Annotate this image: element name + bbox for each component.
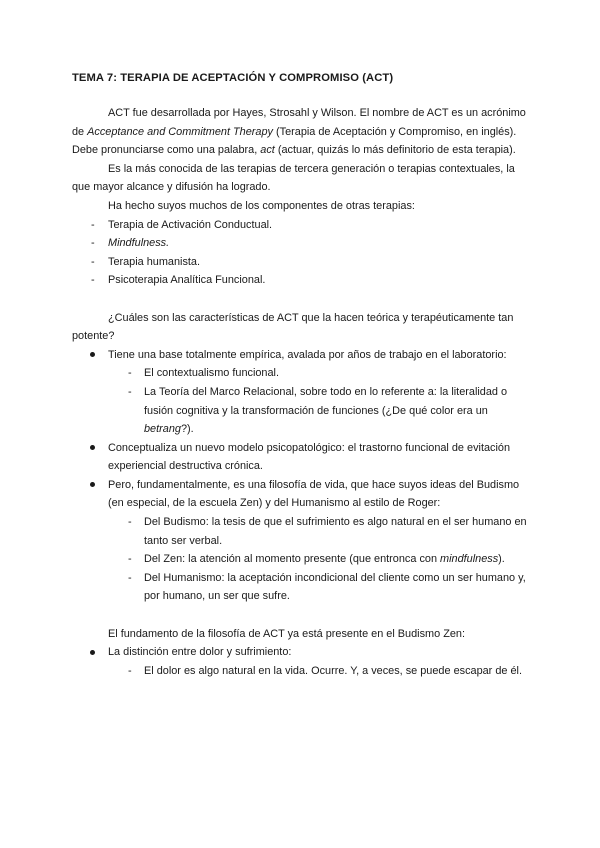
sub-item-text: Del Zen: la atención al momento presente (que entronca con — [144, 553, 441, 566]
spacer — [72, 290, 532, 309]
sub-list-item — [108, 550, 532, 569]
intro-text-act: act — [260, 144, 275, 157]
bullet-text: Conceptualiza un nuevo modelo psicopatológico: el trastorno funcional de evitación experiencial destructiva crónica. — [108, 441, 511, 473]
list-item — [72, 346, 532, 439]
sub-item-text-end: ?). — [180, 423, 194, 436]
sub-list-item: - El contextualismo funcional. — [108, 364, 532, 383]
sub-item-text: La Teoría del Marco Relacional, sobre todo en lo referente a: la literalidad o fusión cognitiva y la transformación de funciones (¿De qué color era un — [144, 385, 508, 417]
sub-item-italic: betrang — [144, 423, 181, 436]
intro-text-acronym: Acceptance and Commitment Therapy — [87, 125, 273, 138]
intro-text-1: ACT fue desarrollada por Hayes, Strosahl y Wilson. El nombre de ACT es un acrónimo de — [72, 107, 526, 138]
spacer — [72, 606, 532, 625]
paragraph-components: Ha hecho suyos muchos de los componentes de otras terapias: — [108, 199, 415, 212]
intro-text-2: (Terapia de Aceptación y Compromiso, en inglés). Debe pronunciarse como una palabra, — [72, 125, 517, 157]
sub-list — [108, 364, 532, 438]
intro-text-3: (actuar, quizás lo más definitorio de esta terapia). — [274, 144, 516, 157]
paragraph-generation: Es la más conocida de las terapias de tercera generación o terapias contextuales, la que mayor alcance y difusión ha logrado. — [72, 162, 515, 194]
list-item: - Terapia humanista. — [72, 253, 532, 272]
list-item-text: Mindfulness. — [108, 237, 170, 250]
bullet-text: La distinción entre dolor y sufrimiento: — [108, 646, 292, 659]
list-item — [72, 476, 532, 606]
document-body — [72, 104, 532, 680]
page-title: TEMA 7: TERAPIA DE ACEPTACIÓN Y COMPROMISO (ACT) — [72, 72, 394, 84]
sub-item-italic: mindfulness — [440, 553, 499, 566]
sub-item-text-end: ). — [498, 553, 505, 566]
list-item — [72, 234, 532, 253]
list-item — [72, 643, 532, 680]
bullet-text: Tiene una base totalmente empírica, avalada por años de trabajo en el laboratorio: — [108, 348, 507, 361]
paragraph-zen: El fundamento de la filosofía de ACT ya está presente en el Budismo Zen: — [108, 627, 465, 640]
bullet-text: Pero, fundamentalmente, es una filosofía de vida, que hace suyos ideas del Budismo (en especial, de la escuela Zen) y del Humanismo al estilo de Roger: — [108, 478, 520, 510]
list-item — [72, 439, 532, 476]
sub-list — [108, 662, 532, 681]
components-list — [72, 216, 532, 290]
sub-list-item: - Del Budismo: la tesis de que el sufrimiento es algo natural en el ser humano en tanto ser verbal. — [108, 513, 532, 550]
sub-list — [108, 513, 532, 606]
question-paragraph: ¿Cuáles son las características de ACT que la hacen teórica y terapéuticamente tan potente? — [72, 311, 514, 343]
sub-list-item: - Del Humanismo: la aceptación incondicional del cliente como un ser humano y, por humano, un ser que sufre. — [108, 569, 532, 606]
intro-paragraph — [72, 104, 532, 160]
sub-list-item: - El dolor es algo natural en la vida. Ocurre. Y, a veces, se puede escapar de él. — [108, 662, 532, 681]
list-item: - Psicoterapia Analítica Funcional. — [72, 271, 532, 290]
list-item: - Terapia de Activación Conductual. — [72, 216, 532, 235]
characteristics-list — [72, 346, 532, 606]
sub-list-item — [108, 383, 532, 439]
zen-list — [72, 643, 532, 680]
